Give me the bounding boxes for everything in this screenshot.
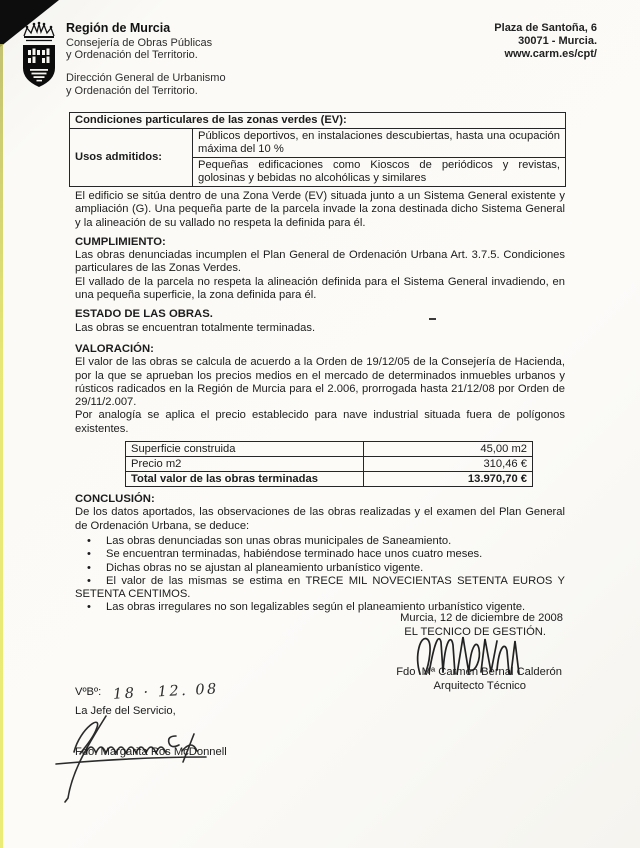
signoff-role: EL TECNICO DE GESTIÓN. — [404, 625, 546, 638]
address-block — [494, 22, 597, 61]
approval-signed-by: Fdo. Margarita Ros McDonnell — [75, 746, 227, 758]
heading-cumplimiento: CUMPLIMIENTO: — [75, 235, 166, 248]
bullet-icon: • — [87, 534, 91, 547]
dateline: Murcia, 12 de diciembre de 2008 — [400, 612, 563, 624]
org-subunit — [66, 72, 226, 97]
org-sub-line2: y Ordenación del Territorio. — [66, 84, 198, 97]
address-line2: 30071 - Murcia. — [518, 35, 597, 47]
signed-by-title: Arquitecto Técnico — [433, 679, 526, 692]
bullet-text: Dichas obras no se ajustan al planeamiento urbanístico vigente. — [106, 561, 424, 574]
heading-conclusion: CONCLUSIÓN: — [75, 493, 155, 506]
org-identity — [66, 22, 212, 62]
intro-paragraph: El edificio se sitúa dentro de una Zona Verde (EV) situada junto a un Sistema General existente y ampliación (G). Una pequeña parte de la parcela invade la zona destinada dicho Sistema General y la alineación de su vallado no respeta la definida para él. — [75, 190, 565, 229]
conclusion-bullets — [75, 535, 565, 615]
list-item — [75, 548, 565, 561]
cumplimiento-para2: El vallado de la parcela no respeta la alineación definida para el Sistema General invadiendo, en una pequeña superficie, la zona definida para él. — [75, 275, 565, 302]
heading-valoracion: VALORACIÓN: — [75, 342, 154, 355]
valuation-label: Precio m2 — [126, 457, 364, 472]
valuation-total-value: 13.970,70 € — [364, 472, 533, 487]
address-url: www.carm.es/cpt/ — [504, 48, 597, 60]
valuation-total-label: Total valor de las obras terminadas — [126, 472, 364, 487]
approval-block — [75, 681, 220, 718]
valuation-table — [125, 441, 533, 487]
table-row — [126, 442, 533, 457]
conditions-row-label: Usos admitidos: — [70, 129, 193, 187]
valoracion-para1: El valor de las obras se calcula de acuerdo a la Orden de 19/12/05 de la Consejería de Hacienda, por la que se aprueban los precios medios en el mercado de determinados inmuebles urbanos y rústicos radicados en la Región de Murcia para el 2.006, prorrogada hasta 21/12/08 por Orden de 29/11/2.007. — [75, 356, 565, 409]
org-name: Región de Murcia — [66, 21, 171, 35]
conditions-cell-1: Públicos deportivos, en instalaciones descubiertas, hasta una ocupación máxima del 10 % — [193, 129, 566, 158]
bullet-text: Se encuentran terminadas, habiéndose terminado hace unos cuatro meses. — [106, 548, 483, 561]
org-sub-line1: Dirección General de Urbanismo — [66, 72, 226, 84]
signed-by-name: Fdo .Mª Carmen Bernal Calderón — [396, 666, 562, 678]
conclusion-intro: De los datos aportados, las observaciones de las obras realizadas y el examen del Plan General de Ordenación Urbana, se deduce: — [75, 506, 565, 532]
document-body — [75, 112, 565, 615]
vobo-label: VºBº: — [75, 686, 102, 698]
valuation-label: Superficie construida — [126, 442, 364, 457]
cumplimiento-para1: Las obras denunciadas incumplen el Plan General de Ordenación Urbana Art. 3.7.5. Condiciones particulares de las Zonas Verdes. — [75, 249, 565, 275]
region-de-murcia-coat-of-arms-icon — [16, 20, 62, 94]
heading-estado: ESTADO DE LAS OBRAS. — [75, 308, 213, 321]
org-dept-line2: y Ordenación del Territorio. — [66, 49, 198, 61]
bullet-text: El valor de las mismas se estima en TRECE MIL NOVECIENTAS SETENTA EUROS Y SETENTA CENTIMOS. — [75, 574, 565, 601]
signed-by-block — [396, 666, 562, 693]
approval-role: La Jefe del Servicio, — [75, 704, 176, 717]
bullet-icon: • — [87, 561, 91, 574]
table-row-total — [126, 472, 533, 487]
bullet-icon: • — [87, 574, 91, 587]
table-row — [126, 457, 533, 472]
bullet-icon: • — [87, 548, 91, 561]
estado-para1: Las obras se encuentran totalmente terminadas. — [75, 321, 316, 334]
list-item — [75, 562, 565, 575]
handwritten-date: 18 · 12. 08 — [112, 681, 220, 703]
bullet-text: Las obras irregulares no son legalizables según el planeamiento urbanístico vigente. — [106, 601, 526, 614]
address-line1: Plaza de Santoña, 6 — [494, 22, 597, 34]
conditions-cell-2: Pequeñas edificaciones como Kioscos de periódicos y revistas, golosinas y bebidas no alcohólicas y similares — [193, 158, 566, 187]
org-dept-line1: Consejería de Obras Públicas — [66, 36, 213, 49]
list-item — [75, 575, 565, 602]
bullet-text: Las obras denunciadas son unas obras municipales de Saneamiento. — [106, 534, 452, 547]
valuation-value: 310,46 € — [364, 457, 533, 472]
bullet-icon: • — [87, 601, 91, 614]
valoracion-para2: Por analogía se aplica el precio establecido para nave industrial situada fuera de polígonos existentes. — [75, 409, 565, 435]
vobo-row — [75, 681, 220, 703]
scan-edge-artifact — [0, 44, 3, 848]
list-item — [75, 535, 565, 548]
conditions-table-title: Condiciones particulares de las zonas verdes (EV): — [70, 113, 566, 129]
conditions-table — [69, 112, 566, 187]
valuation-value: 45,00 m2 — [364, 442, 533, 457]
